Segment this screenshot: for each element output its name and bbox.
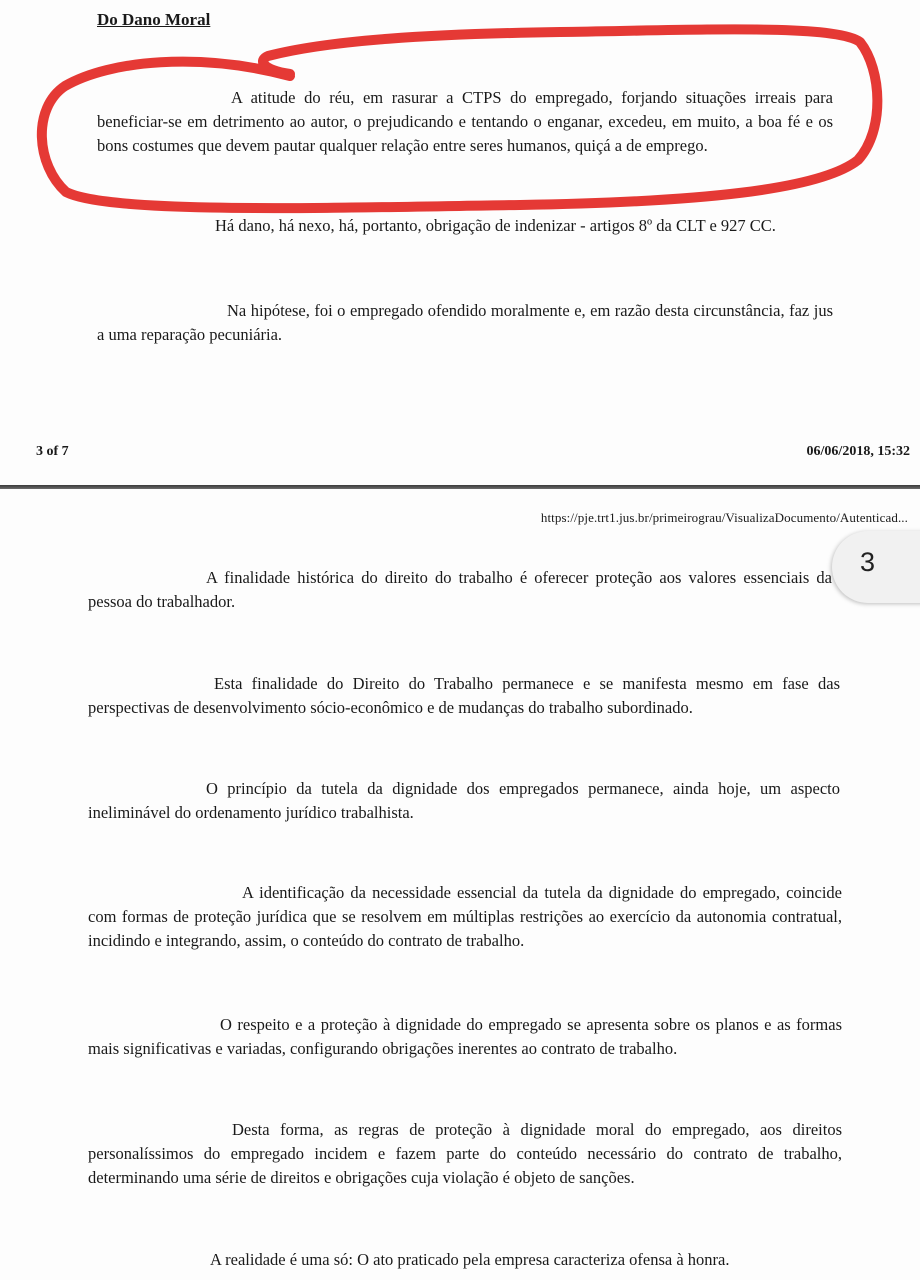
page-number-badge-label: 3 xyxy=(860,547,876,577)
paragraph-principio-tutela: O princípio da tutela da dignidade dos empregados permanece, ainda hoje, um aspecto ineliminável do ordenamento jurídico trabalhista. xyxy=(88,779,840,822)
paragraph-finalidade-historica: A finalidade histórica do direito do trabalho é oferecer proteção aos valores essenciais da pessoa do trabalhador. xyxy=(88,568,832,611)
paragraph-hipotese: Na hipótese, foi o empregado ofendido moralmente e, em razão desta circunstância, faz jus a uma reparação pecuniária. xyxy=(97,301,833,344)
paragraph-highlighted: A atitude do réu, em rasurar a CTPS do empregado, forjando situações irreais para beneficiar-se em detrimento ao autor, o prejudicando e tentando o enganar, excedeu, em muito, a boa fé e os bons costumes que devem pautar qualquer relação entre seres humanos, quiçá a de emprego. xyxy=(97,88,833,155)
page-indicator: 3 of 7 xyxy=(36,444,69,459)
section-heading: Do Dano Moral xyxy=(97,10,211,29)
print-timestamp: 06/06/2018, 15:32 xyxy=(806,444,910,459)
paragraph-finalidade-direito: Esta finalidade do Direito do Trabalho permanece e se manifesta mesmo em fase das perspectivas de desenvolvimento sócio-econômico e de mudanças do trabalho subordinado. xyxy=(88,674,840,717)
document-page-top xyxy=(0,0,920,487)
document-url[interactable]: https://pje.trt1.jus.br/primeirograu/VisualizaDocumento/Autenticad... xyxy=(540,510,908,525)
paragraph-desta-forma: Desta forma, as regras de proteção à dignidade moral do empregado, aos direitos personalíssimos do empregado incidem e fazem parte do conteúdo necessário do contrato de trabalho, determinando uma série de direitos e obrigações cuja violação é objeto de sanções. xyxy=(88,1120,842,1187)
paragraph-respeito: O respeito e a proteção à dignidade do empregado se apresenta sobre os planos e as formas mais significativas e variadas, configurando obrigações inerentes ao contrato de trabalho. xyxy=(88,1015,842,1058)
paragraph-dano-nexo: Há dano, há nexo, há, portanto, obrigação de indenizar - artigos 8º da CLT e 927 CC. xyxy=(215,216,776,235)
paragraph-realidade: A realidade é uma só: O ato praticado pela empresa caracteriza ofensa à honra. xyxy=(210,1250,730,1269)
page-number-badge[interactable] xyxy=(832,531,920,603)
paragraph-identificacao: A identificação da necessidade essencial da tutela da dignidade do empregado, coincide com formas de proteção jurídica que se resolvem em múltiplas restrições ao exercício da autonomia contratual, incidindo e integrando, assim, o conteúdo do contrato de trabalho. xyxy=(88,883,842,950)
